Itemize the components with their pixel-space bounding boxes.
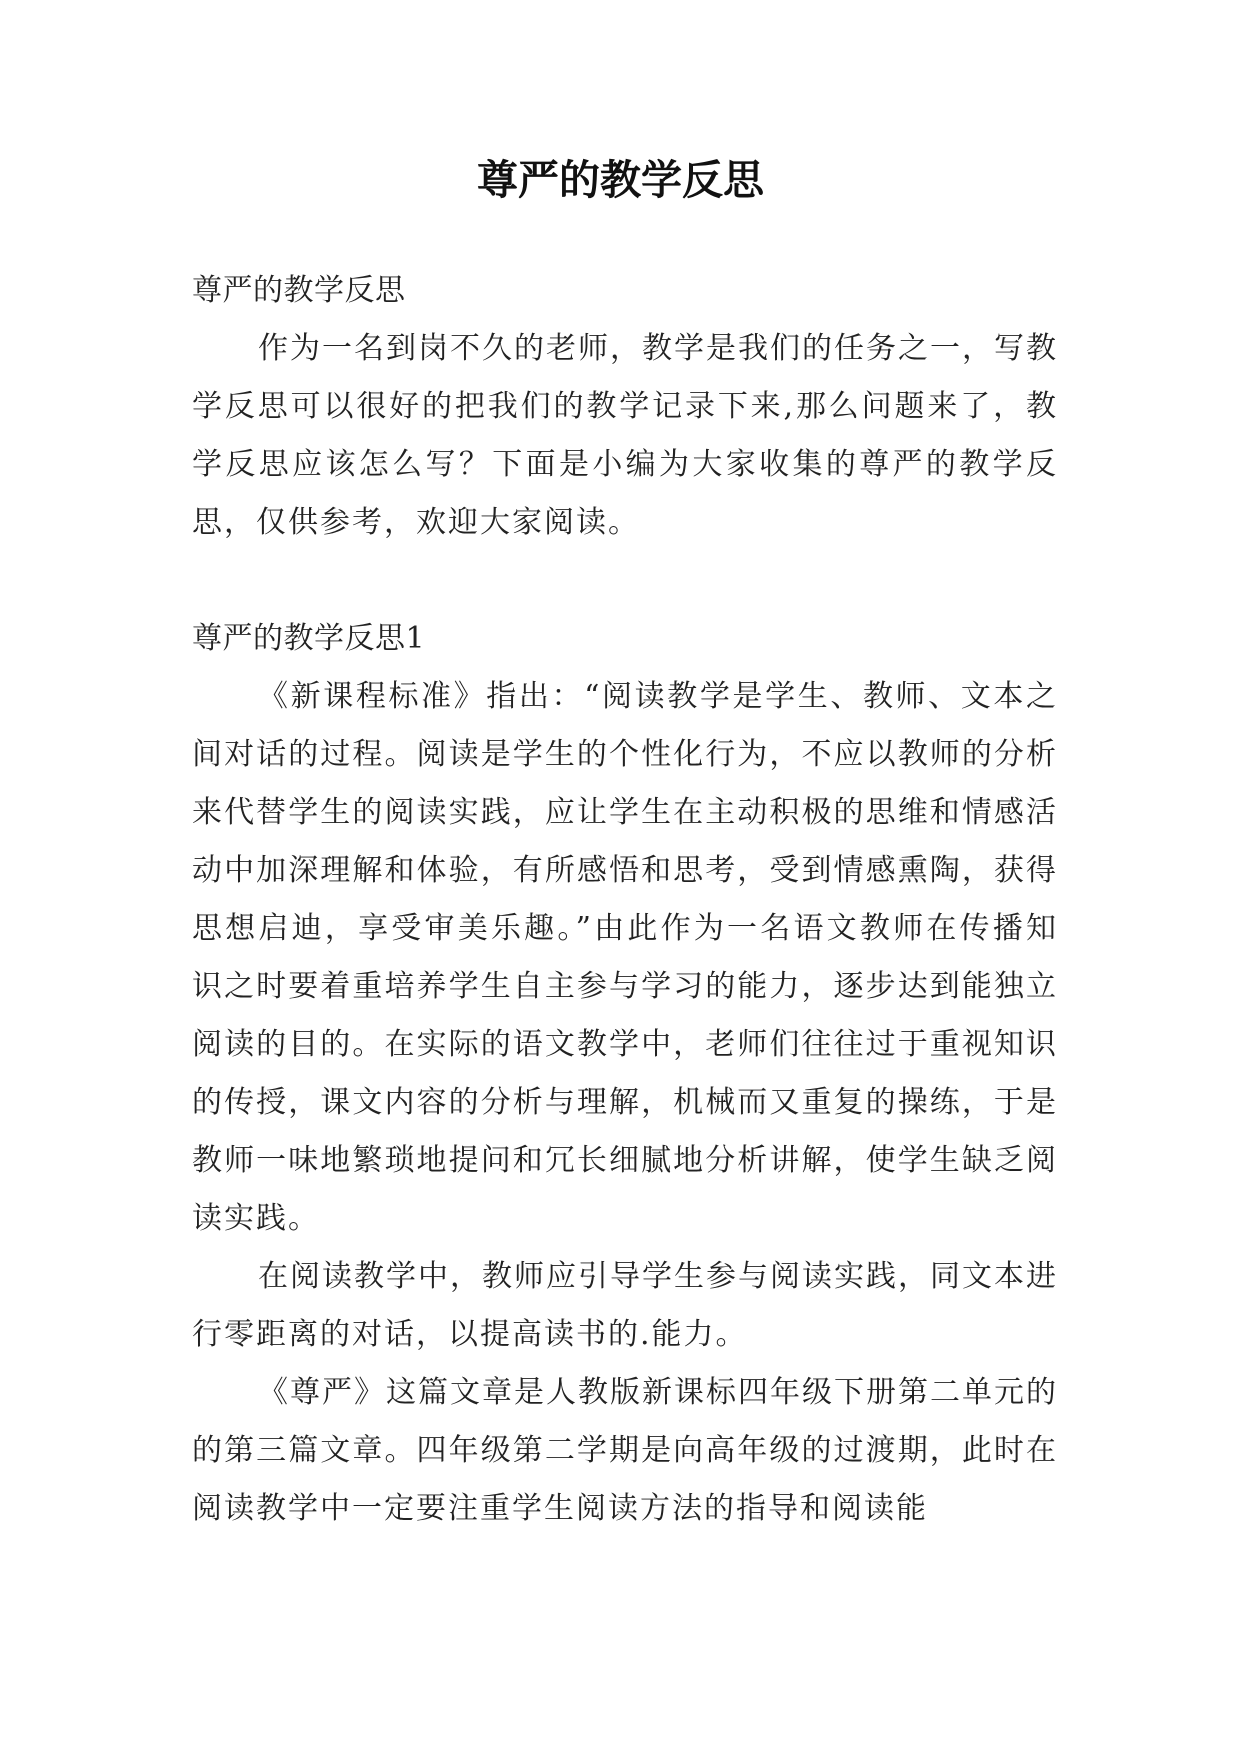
section1-paragraph-2: 在阅读教学中，教师应引导学生参与阅读实践，同文本进行零距离的对话，以提高读书的.能力。 [192, 1259, 1058, 1352]
section1-paragraph-1: 《新课程标准》指出：“阅读教学是学生、教师、文本之间对话的过程。阅读是学生的个性化行为，不应以教师的分析来代替学生的阅读实践，应让学生在主动积极的思维和情感活动中加深理解和体验，有所感悟和思考，受到情感熏陶，获得思想启迪，享受审美乐趣。”由此作为一名语文教师在传播知识之时要着重培养学生自主参与学习的能力，逐步达到能独立阅读的目的。在实际的语文教学中，老师们往往过于重视知识的传授，课文内容的分析与理解，机械而又重复的操练，于是教师一味地繁琐地提问和冗长细腻地分析讲解，使学生缺乏阅读实践。 [192, 679, 1058, 1236]
section-spacer [192, 552, 1058, 610]
intro-paragraph: 作为一名到岗不久的老师，教学是我们的任务之一，写教学反思可以很好的把我们的教学记录下来,那么问题来了，教学反思应该怎么写？下面是小编为大家收集的尊严的教学反思，仅供参考，欢迎大家阅读。 [192, 331, 1058, 540]
document-body [192, 262, 1058, 1538]
section1-heading: 尊严的教学反思1 [192, 621, 426, 656]
section1-paragraph-3: 《尊严》这篇文章是人教版新课标四年级下册第二单元的的第三篇文章。四年级第二学期是向高年级的过渡期，此时在阅读教学中一定要注重学生阅读方法的指导和阅读能 [192, 1375, 1058, 1526]
document-title: 尊严的教学反思 [477, 156, 764, 204]
intro-heading: 尊严的教学反思 [192, 273, 406, 308]
